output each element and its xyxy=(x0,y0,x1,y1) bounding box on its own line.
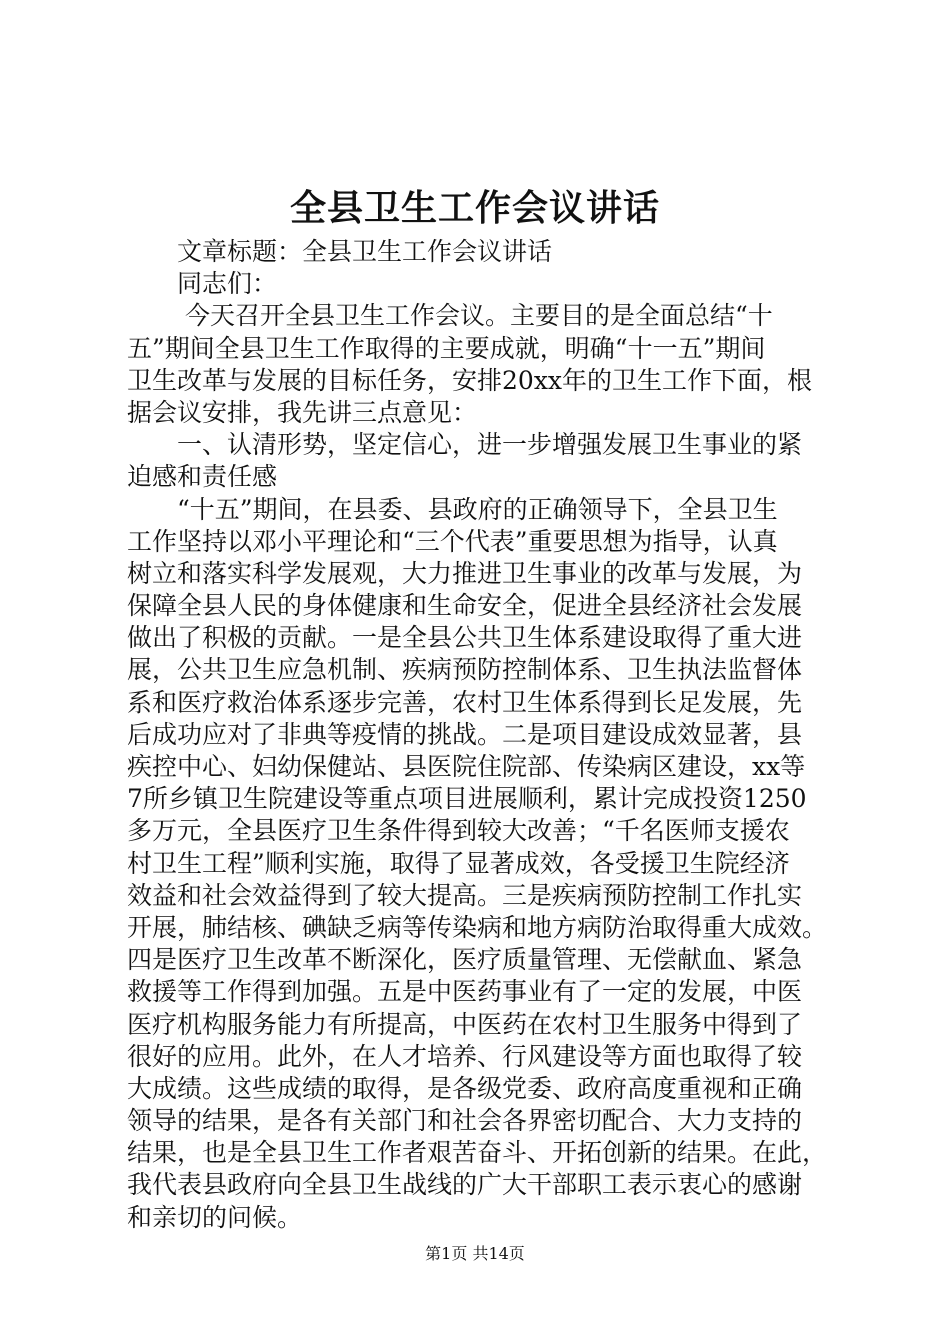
body-line: 五”期间全县卫生工作取得的主要成就，明确“十一五”期间 xyxy=(127,333,766,363)
body-line: 系和医疗救治体系逐步完善，农村卫生体系得到长足发展，先 xyxy=(127,687,803,717)
body-line: 大成绩。这些成绩的取得，是各级党委、政府高度重视和正确 xyxy=(127,1073,803,1103)
body-line: 展，公共卫生应急机制、疾病预防控制体系、卫生执法监督体 xyxy=(127,655,803,685)
body-line: 很好的应用。此外，在人才培养、行风建设等方面也取得了较 xyxy=(127,1041,803,1071)
document-title: 全县卫生工作会议讲话 xyxy=(289,187,660,229)
body-line: 医疗机构服务能力有所提高，中医药在农村卫生服务中得到了 xyxy=(127,1009,803,1039)
body-line: 后成功应对了非典等疫情的挑战。二是项目建设成效显著，县 xyxy=(127,719,803,749)
page-number-footer: 第1页 共14页 xyxy=(425,1244,525,1263)
body-line: 四是医疗卫生改革不断深化，医疗质量管理、无偿献血、紧急 xyxy=(127,945,803,975)
body-line: 效益和社会效益得到了较大提高。三是疾病预防控制工作扎实 xyxy=(127,880,803,910)
body-line: 我代表县政府向全县卫生战线的广大干部职工表示衷心的感谢 xyxy=(127,1170,803,1200)
section-heading-line: 一、认清形势，坚定信心，进一步增强发展卫生事业的紧 xyxy=(127,430,803,460)
body-line: 保障全县人民的身体健康和生命安全，促进全县经济社会发展 xyxy=(127,591,803,621)
body-line: 多万元，全县医疗卫生条件得到较大改善；“千名医师支援农 xyxy=(127,816,790,846)
body-line: 文章标题：全县卫生工作会议讲话 xyxy=(127,237,553,266)
body-line: 卫生改革与发展的目标任务，安排20xx年的卫生工作下面，根 xyxy=(127,365,813,395)
document-body xyxy=(127,236,837,1234)
body-line: “十五”期间，在县委、县政府的正确领导下，全县卫生 xyxy=(127,494,778,524)
body-line: 今天召开全县卫生工作会议。主要目的是全面总结“十 xyxy=(127,301,773,331)
body-line: 领导的结果，是各有关部门和社会各界密切配合、大力支持的 xyxy=(127,1106,803,1136)
body-line: 树立和落实科学发展观，大力推进卫生事业的改革与发展，为 xyxy=(127,558,803,588)
body-line: 7所乡镇卫生院建设等重点项目进展顺利，累计完成投资1250 xyxy=(127,784,807,814)
body-line: 据会议安排，我先讲三点意见： xyxy=(127,397,478,427)
body-line: 救援等工作得到加强。五是中医药事业有了一定的发展，中医 xyxy=(127,977,803,1007)
body-line: 做出了积极的贡献。一是全县公共卫生体系建设取得了重大进 xyxy=(127,623,803,653)
section-heading-line: 迫感和责任感 xyxy=(127,462,278,492)
body-line: 疾控中心、妇幼保健站、县医院住院部、传染病区建设，xx等 xyxy=(127,752,806,781)
body-line: 和亲切的问候。 xyxy=(127,1202,303,1232)
body-line: 结果，也是全县卫生工作者艰苦奋斗、开拓创新的结果。在此， xyxy=(127,1138,828,1168)
body-line: 村卫生工程”顺利实施，取得了显著成效，各受援卫生院经济 xyxy=(127,848,790,878)
body-line: 开展，肺结核、碘缺乏病等传染病和地方病防治取得重大成效。 xyxy=(127,912,828,942)
body-line: 同志们： xyxy=(127,269,278,299)
body-line: 工作坚持以邓小平理论和“三个代表”重要思想为指导，认真 xyxy=(127,526,778,556)
